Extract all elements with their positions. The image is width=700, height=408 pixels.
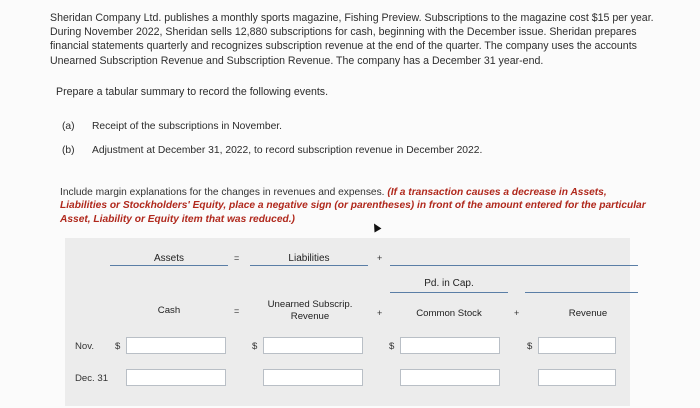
- event-a-letter: (a): [62, 121, 75, 132]
- equals-sign-columns: =: [234, 306, 240, 316]
- instructions-plain: Include margin explanations for the changes in revenues and expenses.: [60, 187, 385, 198]
- dec-revenue-input[interactable]: [538, 369, 616, 386]
- event-b-text: Adjustment at December 31, 2022, to record subscription revenue in December 2022.: [92, 145, 483, 156]
- nov-cash-input[interactable]: [126, 337, 226, 354]
- assets-underline: [110, 265, 228, 266]
- nov-common-stock-dollar: $: [389, 341, 395, 352]
- paid-in-capital-underline: [390, 292, 508, 293]
- nov-revenue-dollar: $: [527, 341, 533, 352]
- row-label-dec-31: Dec. 31: [75, 373, 109, 384]
- nov-unearned-dollar: $: [252, 341, 258, 352]
- nov-cash-dollar: $: [115, 341, 121, 352]
- row-label-nov: Nov.: [75, 341, 95, 352]
- revenue-column-header: Revenue: [568, 308, 608, 319]
- event-a-text: Receipt of the subscriptions in November.: [92, 121, 283, 132]
- plus-sign-header: +: [377, 253, 383, 263]
- cash-column-header: Cash: [157, 305, 181, 316]
- paid-in-capital-header: Pd. in Cap.: [424, 278, 474, 289]
- assets-header: Assets: [153, 253, 184, 264]
- plus-sign-columns-2: +: [514, 308, 520, 318]
- unearned-revenue-column-header: Unearned Subscrip. Revenue: [267, 299, 353, 322]
- prepare-instruction: Prepare a tabular summary to record the following events.: [56, 86, 329, 98]
- common-stock-column-header: Common Stock: [416, 308, 482, 319]
- plus-sign-columns-1: +: [377, 308, 383, 318]
- equals-sign-header: =: [234, 253, 240, 263]
- nov-revenue-input[interactable]: [538, 337, 616, 354]
- nov-common-stock-input[interactable]: [400, 337, 500, 354]
- liabilities-underline: [250, 265, 368, 266]
- dec-unearned-input[interactable]: [263, 369, 363, 386]
- problem-paragraph: Sheridan Company Ltd. publishes a monthly sports magazine, Fishing Preview. Subscriptions to the magazine cost $15 per year. During November 2022, Sheridan sells 12,880 subscriptions for cash, beginning with the December issue. Sheridan prepares financial statements quarterly and recognizes subscription revenue at the end of the quarter. The company uses the accounts Unearned Subscription Revenue and Subscription Revenue. The company has a December 31 year-end.: [50, 12, 654, 67]
- equity-underline: [390, 265, 638, 266]
- event-b-letter: (b): [62, 145, 75, 156]
- instructions-warning: (If a transaction causes a decrease in Assets, Liabilities or Stockholders' Equity, place a negative sign (or parentheses) in front of the amount entered for the particular Asset, Liability or Equity item that was reduced.): [60, 187, 646, 225]
- dec-cash-input[interactable]: [126, 369, 226, 386]
- liabilities-header: Liabilities: [288, 253, 330, 264]
- instructions: [60, 186, 650, 226]
- dec-common-stock-input[interactable]: [400, 369, 500, 386]
- nov-unearned-input[interactable]: [263, 337, 363, 354]
- retained-earnings-underline: [525, 292, 638, 293]
